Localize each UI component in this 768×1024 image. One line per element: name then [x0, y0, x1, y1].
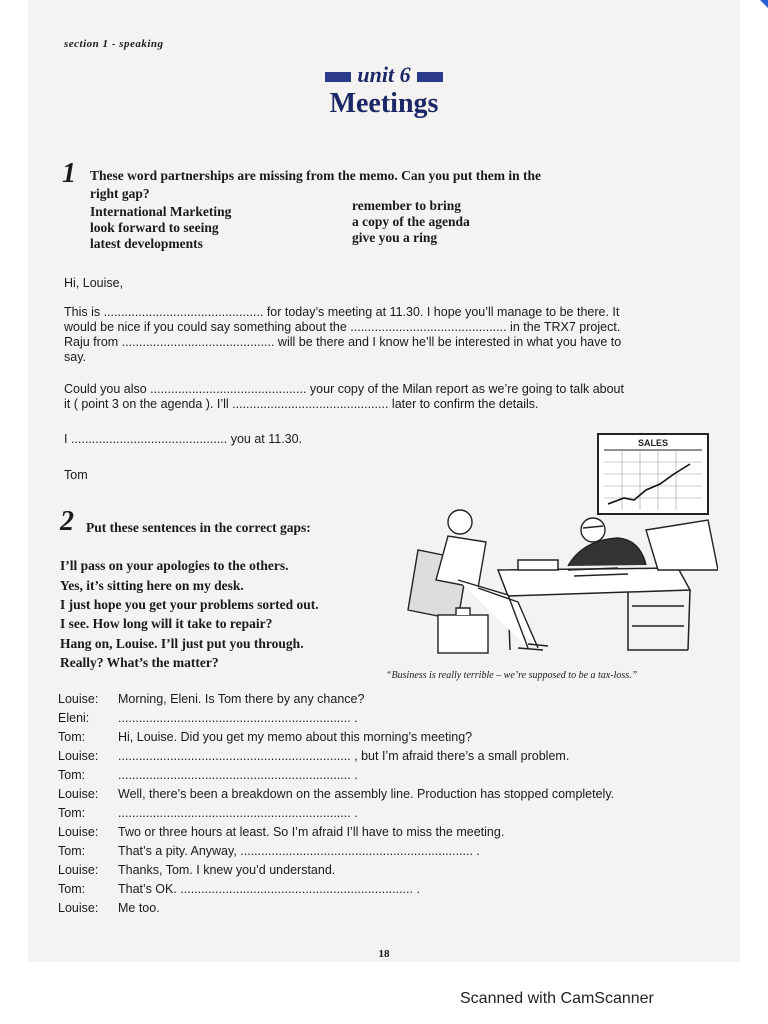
sales-chart-icon	[598, 434, 708, 514]
dialogue-line: Thanks, Tom. I knew you’d understand.	[118, 863, 336, 877]
sentence-option: I’ll pass on your apologies to the others.	[60, 558, 289, 573]
dialogue-speaker: Eleni:	[58, 711, 90, 725]
dialogue-line: Morning, Eleni. Is Tom there by any chance?	[118, 692, 365, 706]
unit-bar-left	[325, 72, 351, 82]
exercise-1-instruction: These word partnerships are missing from the memo. Can you put them in the	[90, 168, 542, 183]
dialogue-line: ................................................................... .	[118, 768, 358, 782]
dialogue-line: ................................................................... .	[118, 711, 358, 725]
option-left: look forward to seeing	[90, 220, 219, 235]
page-title: Meetings	[329, 88, 439, 119]
cartoon-illustration	[378, 430, 718, 670]
dialogue-line: Hi, Louise. Did you get my memo about this morning’s meeting?	[118, 730, 473, 744]
exercise-2-number: 2	[60, 506, 74, 537]
dialogue-line: That’s OK. ................................................................... .	[118, 882, 420, 896]
memo-line: Raju from ............................................ will be there and I know he’ll be interested in what you have to	[64, 335, 622, 349]
dialogue-speaker: Tom:	[58, 730, 86, 744]
dialogue-speaker: Louise:	[58, 749, 99, 763]
dialogue-speaker: Louise:	[58, 787, 99, 801]
memo-line: would be nice if you could say something about the ............................................. in the TRX7 project.	[64, 320, 621, 334]
scanned-page	[28, 0, 740, 962]
dialogue-speaker: Tom:	[58, 806, 86, 820]
dialogue-line: Me too.	[118, 901, 160, 915]
dialogue-speaker: Louise:	[58, 863, 99, 877]
exercise-1-instruction-cont: right gap?	[90, 186, 150, 201]
memo-line: This is .............................................. for today’s meeting at 11.30. I hope you’ll manage to be there. It	[64, 305, 620, 319]
unit-label: unit 6	[357, 62, 411, 87]
dialogue-line: ................................................................... .	[118, 806, 358, 820]
exercise-1-number: 1	[62, 158, 76, 189]
sentence-option: I see. How long will it take to repair?	[60, 616, 273, 631]
option-left: latest developments	[90, 236, 203, 251]
cartoon-caption: “Business is really terrible – we’re supposed to be a tax-loss.”	[386, 670, 638, 681]
dialogue-speaker: Tom:	[58, 882, 86, 896]
sentence-option: Yes, it’s sitting here on my desk.	[60, 578, 244, 593]
memo-signature: Tom	[64, 468, 88, 482]
sales-chart-label: SALES	[637, 438, 669, 448]
scanner-watermark: Scanned with CamScanner	[460, 990, 654, 1007]
option-right: give you a ring	[352, 230, 438, 245]
memo-line: say.	[64, 350, 86, 364]
dialogue-speaker: Tom:	[58, 768, 86, 782]
dialogue-line: ................................................................... , but I’m afraid there’s a small problem.	[118, 749, 570, 763]
option-right: remember to bring	[352, 198, 461, 213]
page-number: 18	[378, 948, 390, 960]
sentence-option: Really? What’s the matter?	[60, 655, 219, 670]
dialogue-speaker: Louise:	[58, 901, 99, 915]
memo-line: Could you also ............................................. your copy of the Milan report as we’re going to talk about	[64, 382, 624, 396]
exercise-2-instruction: Put these sentences in the correct gaps:	[86, 520, 311, 535]
sentence-option: Hang on, Louise. I’ll just put you through.	[60, 636, 304, 651]
businessman-desk-icon	[568, 518, 718, 570]
memo-greeting: Hi, Louise,	[64, 276, 124, 290]
option-left: International Marketing	[90, 204, 232, 219]
dialogue-speaker: Louise:	[58, 825, 99, 839]
sentence-option: I just hope you get your problems sorted out.	[60, 597, 319, 612]
dialogue-line: That’s a pity. Anyway, ................................................................... .	[118, 844, 480, 858]
memo-line: it ( point 3 on the agenda ). I’ll ............................................. later to confirm the details.	[64, 397, 539, 411]
section-label: section 1 - speaking	[64, 38, 164, 50]
unit-bar-right	[417, 72, 443, 82]
unit-heading	[28, 62, 740, 88]
dialogue-speaker: Louise:	[58, 692, 99, 706]
corner-mark	[760, 0, 768, 8]
dialogue-speaker: Tom:	[58, 844, 86, 858]
memo-line: I ............................................. you at 11.30.	[64, 432, 303, 446]
dialogue-line: Two or three hours at least. So I’m afraid I’ll have to miss the meeting.	[118, 825, 505, 839]
option-right: a copy of the agenda	[352, 214, 470, 229]
dialogue-line: Well, there’s been a breakdown on the assembly line. Production has stopped completely.	[118, 787, 615, 801]
